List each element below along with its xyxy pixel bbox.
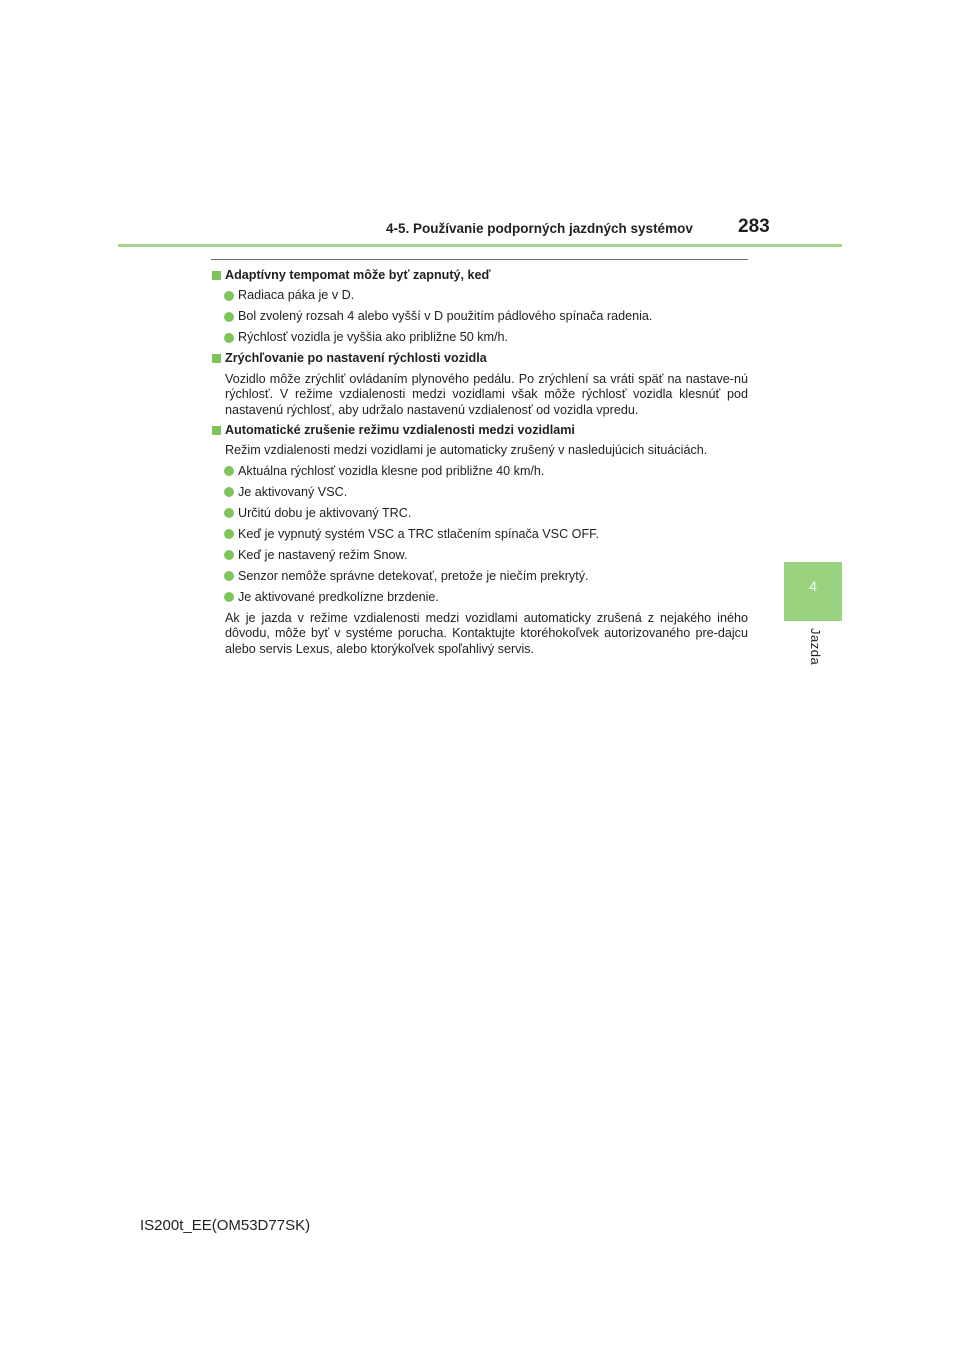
page-content: [211, 268, 748, 662]
heading-text: Zrýchľovanie po nastavení rýchlosti vozidla: [225, 351, 487, 366]
list-item: [211, 590, 748, 605]
list-item-text: Radiaca páka je v D.: [238, 288, 355, 303]
circle-bullet-icon: [224, 291, 234, 301]
paragraph: Ak je jazda v režime vzdialenosti medzi vozidlami automaticky zrušená z nejakého iného dôvodu, môže byť v systéme porucha. Kontaktujte ktoréhokoľvek autorizovaného pre-dajcu alebo servis Lexus, alebo ktorýkoľvek spoľahlivý servis.: [225, 610, 748, 656]
square-bullet-icon: [212, 426, 221, 435]
circle-bullet-icon: [224, 592, 234, 602]
chapter-tab[interactable]: [784, 562, 842, 621]
header-divider: [118, 244, 842, 247]
list-item: [211, 548, 748, 563]
list-item-text: Keď je nastavený režim Snow.: [238, 547, 408, 562]
list-item-text: Rýchlosť vozidla je vyššia ako približne 50 km/h.: [238, 330, 509, 345]
list-item-text: Je aktivované predkolízne brzdenie.: [238, 589, 439, 604]
list-item: [211, 506, 748, 521]
list-item-text: Určitú dobu je aktivovaný TRC.: [238, 505, 412, 520]
document-code: IS200t_EE(OM53D77SK): [140, 1217, 311, 1234]
circle-bullet-icon: [224, 466, 234, 476]
circle-bullet-icon: [224, 487, 234, 497]
square-bullet-icon: [212, 354, 221, 363]
list-item-text: Senzor nemôže správne detekovať, pretože je niečím prekrytý.: [238, 568, 589, 583]
section-heading: [211, 423, 748, 438]
circle-bullet-icon: [224, 571, 234, 581]
section-heading: [211, 268, 748, 283]
list-item: [211, 464, 748, 479]
circle-bullet-icon: [224, 508, 234, 518]
paragraph: Režim vzdialenosti medzi vozidlami je automaticky zrušený v nasledujúcich situáciách.: [225, 443, 708, 458]
list-item: [211, 309, 748, 324]
section-divider: [211, 259, 748, 260]
circle-bullet-icon: [224, 550, 234, 560]
list-item: [211, 485, 748, 500]
circle-bullet-icon: [224, 312, 234, 322]
paragraph: Vozidlo môže zrýchliť ovládaním plynového pedálu. Po zrýchlení sa vráti späť na nastave-nú rýchlosť. V režime vzdialenosti medzi vozidlami však môže rýchlosť vozidla klesnúť pod nastavenú rýchlosť, aby udržalo nastavenú vzdialenosť od vozidla vpredu.: [225, 371, 748, 417]
running-header: 4-5. Používanie podporných jazdných systémov: [386, 221, 693, 236]
circle-bullet-icon: [224, 529, 234, 539]
list-item-text: Je aktivovaný VSC.: [238, 484, 348, 499]
list-item-text: Aktuálna rýchlosť vozidla klesne pod približne 40 km/h.: [238, 463, 545, 478]
heading-text: Adaptívny tempomat môže byť zapnutý, keď: [225, 268, 491, 282]
list-item: [211, 330, 748, 345]
square-bullet-icon: [212, 271, 221, 280]
chapter-number: 4: [809, 578, 817, 594]
page-number: 283: [738, 216, 770, 237]
list-item: [211, 569, 748, 584]
list-item-text: Keď je vypnutý systém VSC a TRC stlačením spínača VSC OFF.: [238, 526, 599, 541]
heading-text: Automatické zrušenie režimu vzdialenosti medzi vozidlami: [225, 423, 575, 438]
list-item: [211, 288, 748, 303]
list-item: [211, 527, 748, 542]
circle-bullet-icon: [224, 333, 234, 343]
chapter-label: Jazda: [808, 628, 823, 666]
list-item-text: Bol zvolený rozsah 4 alebo vyšší v D použitím pádlového spínača radenia.: [238, 309, 653, 324]
section-heading: [211, 351, 748, 366]
